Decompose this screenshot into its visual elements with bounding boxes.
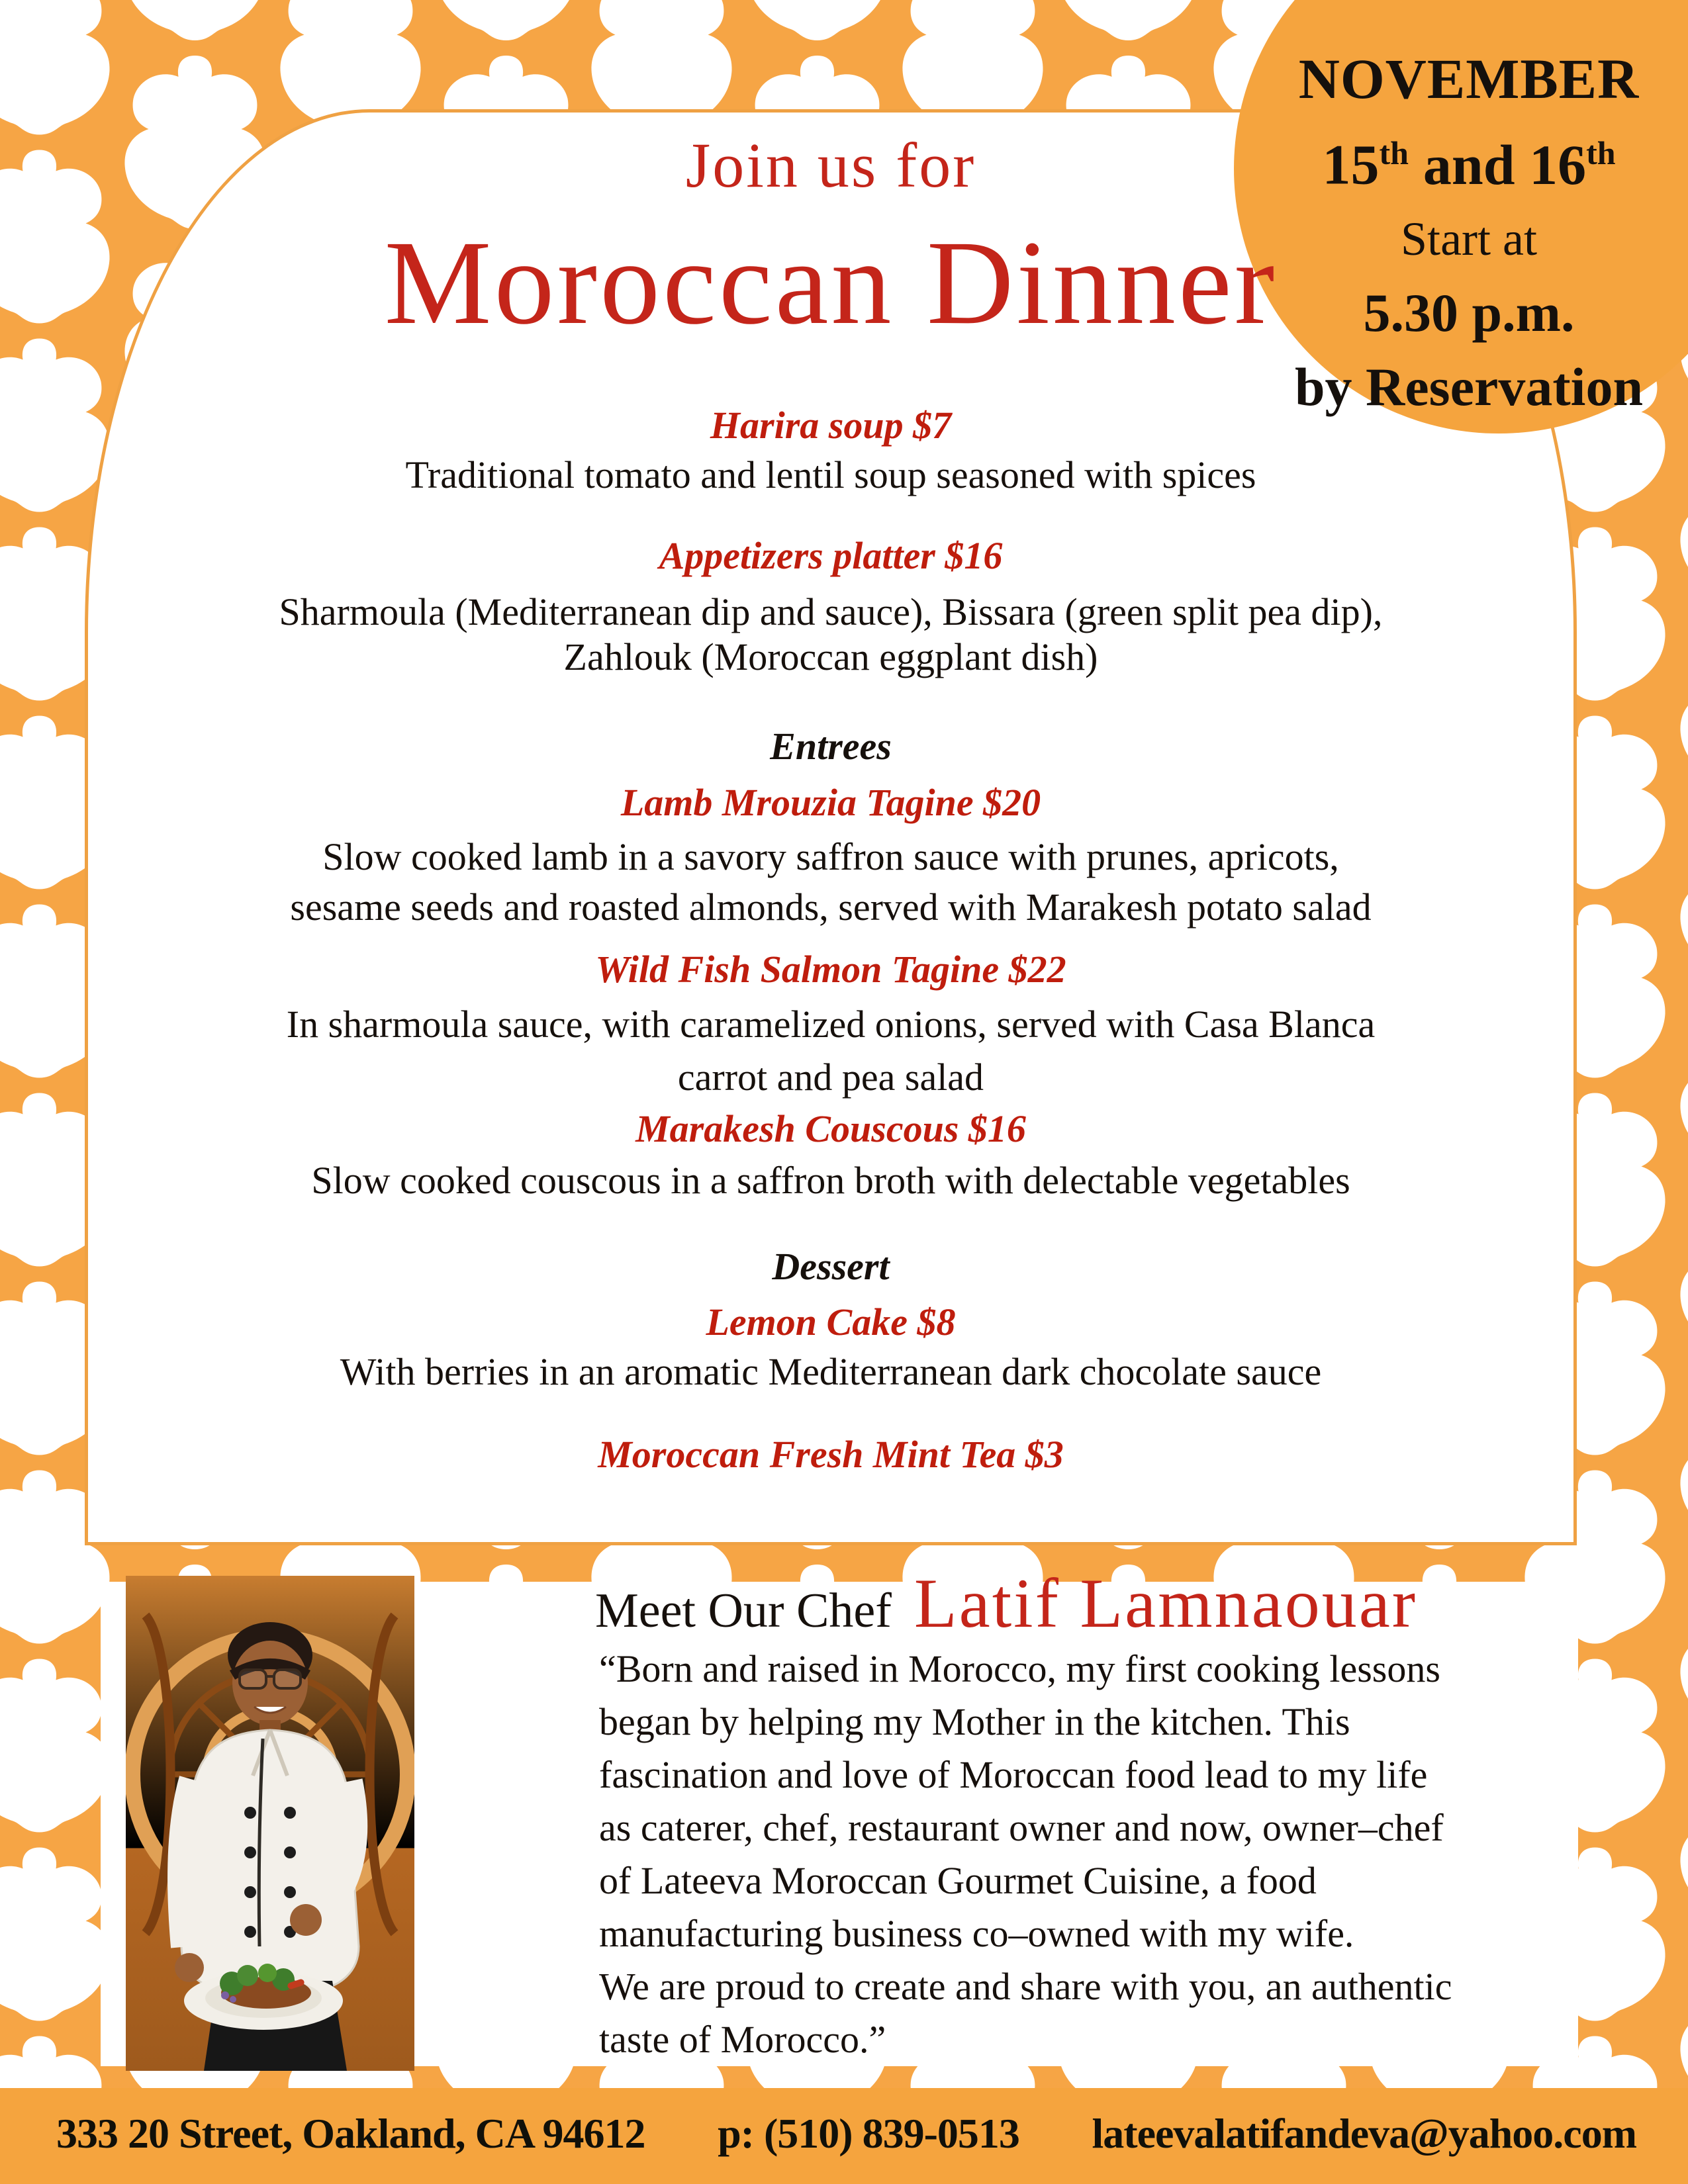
menu-desc-appetizers-1: Sharmoula (Mediterranean dip and sauce), Bissara (green split pea dip),	[279, 590, 1383, 633]
badge-day2-ordinal: th	[1586, 134, 1616, 171]
menu-item-lamb-tagine: Lamb Mrouzia Tagine $20	[620, 781, 1041, 824]
footer-contact-bar	[0, 2088, 1688, 2184]
chef-quote-line: as caterer, chef, restaurant owner and now, owner–chef	[599, 1806, 1444, 1849]
footer-phone: p: (510) 839-0513	[718, 2109, 1019, 2157]
menu-desc-lamb-tagine-2: sesame seeds and roasted almonds, served with Marakesh potato salad	[290, 886, 1372, 929]
chef-quote-line: taste of Morocco.”	[599, 2018, 886, 2061]
badge-start-label: Start at	[1401, 212, 1537, 265]
chef-quote	[599, 1643, 1585, 2066]
chef-quote-line: of Lateeva Moroccan Gourmet Cuisine, a food	[599, 1859, 1317, 1902]
badge-reservation-note: by Reservation	[1294, 356, 1644, 417]
menu-desc-harira-soup: Traditional tomato and lentil soup seasoned with spices	[405, 453, 1256, 496]
menu-item-appetizers: Appetizers platter $16	[659, 534, 1003, 577]
footer-address: 333 20 Street, Oakland, CA 94612	[56, 2109, 645, 2157]
badge-day1: 15	[1322, 132, 1380, 197]
event-date-badge	[1234, 0, 1688, 433]
menu-desc-appetizers-2: Zahlouk (Moroccan eggplant dish)	[563, 635, 1098, 678]
chef-heading	[430, 1563, 1582, 1644]
title-kicker: Join us for	[685, 130, 976, 201]
menu-desc-salmon-tagine-1: In sharmoula sauce, with caramelized onions, served with Casa Blanca	[286, 1003, 1376, 1046]
menu-item-mint-tea: Moroccan Fresh Mint Tea $3	[598, 1433, 1064, 1476]
menu-section-dessert: Dessert	[772, 1245, 890, 1288]
menu-desc-couscous: Slow cooked couscous in a saffron broth with delectable vegetables	[311, 1159, 1350, 1202]
chef-quote-line: manufacturing business co–owned with my wife.	[599, 1912, 1354, 1955]
footer-email: lateevalatifandeva@yahoo.com	[1092, 2109, 1636, 2157]
badge-month: NOVEMBER	[1298, 47, 1640, 111]
chef-quote-line: fascination and love of Moroccan food lead to my life	[599, 1753, 1428, 1796]
chef-quote-line: began by helping my Mother in the kitchen. This	[599, 1700, 1350, 1743]
chef-heading-label: Meet Our Chef	[594, 1584, 892, 1638]
menu-item-lemon-cake: Lemon Cake $8	[706, 1300, 956, 1343]
chef-quote-line: We are proud to create and share with you, an authentic	[599, 1965, 1452, 2008]
badge-day2: and 16	[1423, 132, 1587, 197]
chef-photo	[126, 1576, 414, 2071]
chef-quote-line: “Born and raised in Morocco, my first cooking lessons	[599, 1647, 1440, 1690]
badge-time: 5.30 p.m.	[1363, 282, 1575, 343]
badge-day1-ordinal: th	[1379, 134, 1409, 171]
page-title: Moroccan Dinner	[384, 216, 1278, 349]
menu-desc-lamb-tagine-1: Slow cooked lamb in a savory saffron sauce with prunes, apricots,	[322, 835, 1339, 878]
menu-item-couscous: Marakesh Couscous $16	[635, 1107, 1026, 1150]
menu-item-salmon-tagine: Wild Fish Salmon Tagine $22	[595, 948, 1066, 991]
menu-item-harira-soup: Harira soup $7	[710, 404, 952, 447]
chef-name: Latif Lamnaouar	[914, 1565, 1418, 1642]
menu-desc-salmon-tagine-2: carrot and pea salad	[677, 1056, 984, 1099]
menu-section-entrees: Entrees	[770, 725, 892, 768]
menu-desc-lemon-cake: With berries in an aromatic Mediterranean dark chocolate sauce	[340, 1350, 1322, 1393]
